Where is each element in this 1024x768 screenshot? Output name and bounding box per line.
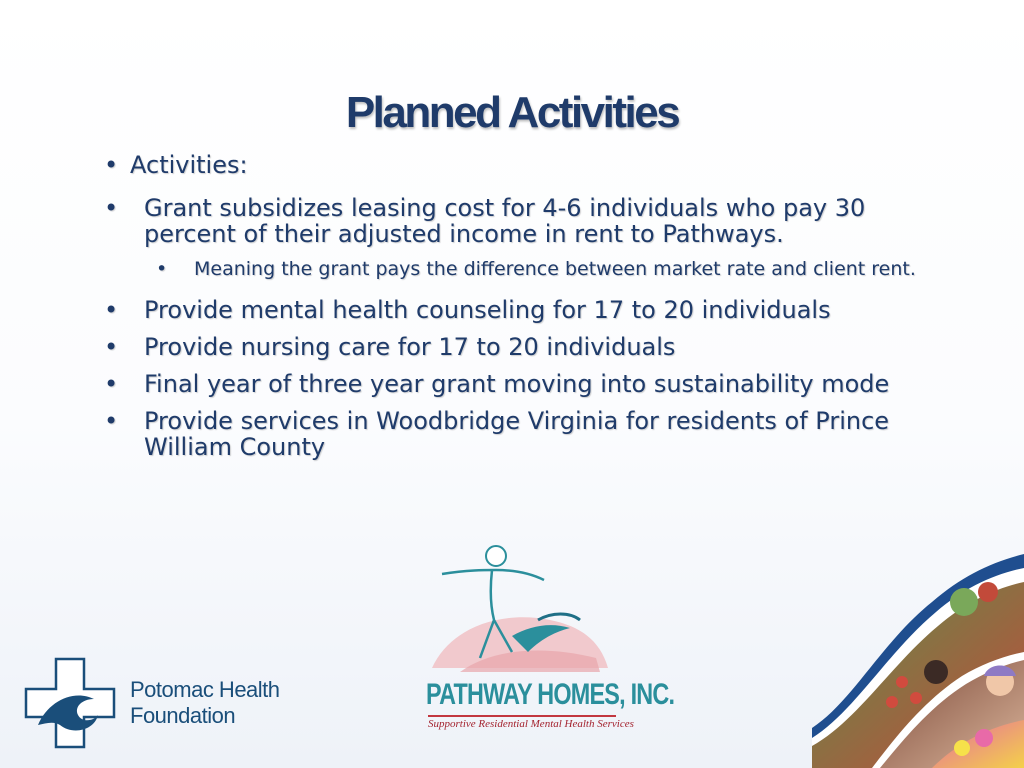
- bullet-glyph: •: [104, 333, 119, 361]
- figure-icon: [420, 540, 620, 680]
- bullet-item: [104, 152, 964, 178]
- bullet-glyph: •: [104, 370, 119, 398]
- bullet-list: [104, 152, 964, 474]
- bullet-glyph: •: [104, 407, 119, 435]
- potomac-health-foundation-logo: [24, 655, 294, 751]
- bullet-text: Grant subsidizes leasing cost for 4-6 individuals who pay 30 percent of their adjusted income in rent to Pathways.: [144, 194, 866, 248]
- pathway-homes-logo: [420, 540, 675, 740]
- bullet-glyph: •: [104, 151, 119, 179]
- slide-title: Planned Activities: [345, 88, 679, 137]
- potomac-wordmark: [130, 677, 280, 729]
- pathway-tagline: Supportive Residential Mental Health Services: [428, 718, 634, 730]
- pathway-divider: [428, 715, 616, 717]
- bullet-item: [104, 334, 964, 360]
- potomac-line-2: Foundation: [130, 703, 236, 728]
- bullet-item: [104, 371, 964, 397]
- sub-bullet-item: [104, 258, 964, 280]
- photo-collage-image: [812, 552, 1024, 768]
- bullet-item: [104, 297, 964, 323]
- bullet-text: Provide nursing care for 17 to 20 individuals: [144, 333, 676, 361]
- bullet-item: [104, 195, 964, 247]
- bullet-glyph: •: [104, 194, 119, 222]
- bullet-glyph: •: [104, 296, 119, 324]
- sub-bullet-text: Meaning the grant pays the difference between market rate and client rent.: [194, 258, 916, 280]
- bullet-text: Provide mental health counseling for 17 to 20 individuals: [144, 296, 831, 324]
- bullet-text: Provide services in Woodbridge Virginia for residents of Prince William County: [144, 407, 890, 461]
- pathway-wordmark: PATHWAY HOMES, INC.: [426, 678, 675, 711]
- bullet-text: Activities:: [130, 151, 248, 179]
- bullet-item: [104, 408, 964, 460]
- cross-wave-icon: [24, 655, 120, 751]
- bullet-text: Final year of three year grant moving into sustainability mode: [144, 370, 890, 398]
- potomac-line-1: Potomac Health: [130, 677, 280, 702]
- bullet-glyph: •: [156, 258, 168, 280]
